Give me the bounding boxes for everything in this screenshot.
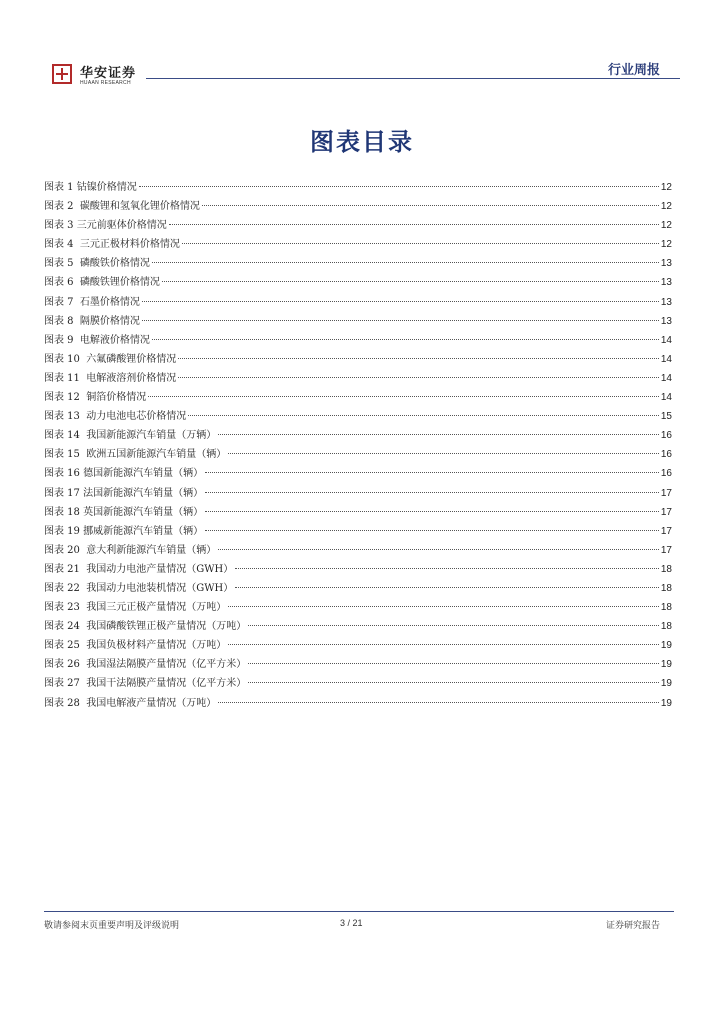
toc-dot-leader	[228, 605, 659, 607]
toc-entry-label[interactable]: 图表 19 挪威新能源汽车销量（辆）	[44, 525, 204, 537]
toc-entry-page[interactable]: 12	[660, 239, 672, 251]
toc-entry-label[interactable]: 图表 3 三元前驱体价格情况	[44, 220, 167, 232]
toc-entry-label[interactable]: 图表 20 意大利新能源汽车销量（辆）	[44, 544, 217, 556]
toc-entry-page[interactable]: 14	[660, 334, 672, 346]
toc-entry[interactable]	[44, 178, 672, 197]
toc-dot-leader	[218, 433, 659, 435]
toc-entry-label[interactable]: 图表 26 我国湿法隔膜产量情况（亿平方米）	[44, 659, 247, 671]
toc-entry-page[interactable]: 19	[660, 640, 672, 652]
toc-dot-leader	[188, 414, 659, 416]
toc-entry-page[interactable]: 16	[660, 449, 672, 461]
document-type: 行业周报	[607, 63, 660, 78]
toc-dot-leader	[205, 471, 659, 473]
toc-entry-label[interactable]: 图表 11 电解液溶剂价格情况	[44, 372, 177, 384]
toc-entry-page[interactable]: 12	[660, 201, 672, 213]
toc-dot-leader	[169, 223, 659, 225]
toc-entry[interactable]	[44, 484, 672, 503]
header-divider	[146, 78, 680, 79]
toc-entry[interactable]	[44, 293, 672, 312]
toc-entry-label[interactable]: 图表 9 电解液价格情况	[44, 334, 150, 346]
toc-entry[interactable]	[44, 369, 672, 388]
toc-entry-page[interactable]: 18	[660, 621, 672, 633]
toc-entry[interactable]	[44, 636, 672, 655]
toc-entry-page[interactable]: 14	[660, 392, 672, 404]
toc-dot-leader	[235, 567, 659, 569]
toc-entry[interactable]	[44, 273, 672, 292]
toc-entry-page[interactable]: 17	[660, 506, 672, 518]
toc-entry-label[interactable]: 图表 5 磷酸铁价格情况	[44, 258, 150, 270]
logo-seal-icon	[52, 64, 72, 84]
toc-entry[interactable]	[44, 655, 672, 674]
toc-entry-label[interactable]: 图表 7 石墨价格情况	[44, 296, 140, 308]
logo-english-name: HUAAN RESEARCH	[80, 80, 131, 86]
toc-entry-page[interactable]: 12	[660, 182, 672, 193]
toc-entry[interactable]	[44, 464, 672, 483]
toc-entry-page[interactable]: 13	[660, 258, 672, 270]
toc-dot-leader	[142, 319, 659, 321]
toc-dot-leader	[152, 261, 659, 263]
toc-dot-leader	[182, 242, 659, 244]
toc-dot-leader	[248, 624, 659, 626]
table-of-figures	[44, 178, 672, 713]
logo-name: 华安证券	[80, 66, 137, 81]
toc-entry[interactable]	[44, 579, 672, 598]
toc-entry[interactable]	[44, 541, 672, 560]
toc-entry-page[interactable]: 15	[660, 411, 672, 423]
toc-entry[interactable]	[44, 560, 672, 579]
toc-entry-page[interactable]: 14	[660, 353, 672, 365]
toc-entry-page[interactable]: 18	[660, 602, 672, 614]
toc-entry-page[interactable]: 19	[660, 659, 672, 671]
toc-entry[interactable]	[44, 312, 672, 331]
toc-entry-label[interactable]: 图表 4 三元正极材料价格情况	[44, 239, 180, 251]
toc-entry-label[interactable]: 图表 17 法国新能源汽车销量（辆）	[44, 487, 204, 499]
page-number: 3 / 21	[340, 918, 363, 928]
toc-entry-label[interactable]: 图表 14 我国新能源汽车销量（万辆）	[44, 430, 217, 442]
toc-entry-label[interactable]: 图表 21 我国动力电池产量情况（GWH）	[44, 563, 234, 575]
toc-entry[interactable]	[44, 694, 672, 713]
toc-dot-leader	[139, 185, 659, 187]
toc-entry-label[interactable]: 图表 12 铜箔价格情况	[44, 392, 147, 404]
toc-dot-leader	[205, 529, 659, 531]
toc-entry-label[interactable]: 图表 23 我国三元正极产量情况（万吨）	[44, 602, 227, 614]
toc-entry-page[interactable]: 16	[660, 468, 672, 480]
toc-entry-label[interactable]: 图表 2 碳酸锂和氢氧化锂价格情况	[44, 201, 200, 213]
toc-dot-leader	[218, 548, 659, 550]
toc-entry[interactable]	[44, 617, 672, 636]
toc-dot-leader	[235, 586, 659, 588]
toc-dot-leader	[178, 376, 659, 378]
toc-dot-leader	[142, 300, 659, 302]
page-title: 图表目录	[310, 128, 414, 156]
toc-dot-leader	[218, 701, 659, 703]
report-type: 证券研究报告	[605, 921, 660, 931]
toc-entry[interactable]	[44, 522, 672, 541]
toc-dot-leader	[228, 452, 659, 454]
toc-dot-leader	[162, 280, 659, 282]
toc-entry-label[interactable]: 图表 10 六氟磷酸锂价格情况	[44, 353, 177, 365]
toc-entry-label[interactable]: 图表 6 磷酸铁锂价格情况	[44, 277, 160, 289]
toc-entry[interactable]	[44, 216, 672, 235]
toc-entry-label[interactable]: 图表 25 我国负极材料产量情况（万吨）	[44, 640, 227, 652]
toc-dot-leader	[205, 510, 659, 512]
toc-entry-label[interactable]: 图表 15 欧洲五国新能源汽车销量（辆）	[44, 449, 227, 461]
toc-entry[interactable]	[44, 407, 672, 426]
toc-entry-page[interactable]: 17	[660, 487, 672, 499]
toc-entry[interactable]	[44, 388, 672, 407]
toc-entry-page[interactable]: 16	[660, 430, 672, 442]
toc-entry-page[interactable]: 13	[660, 315, 672, 327]
toc-entry-page[interactable]: 18	[660, 582, 672, 594]
toc-entry[interactable]	[44, 235, 672, 254]
toc-entry-page[interactable]: 17	[660, 525, 672, 537]
toc-entry-page[interactable]: 17	[660, 544, 672, 556]
toc-dot-leader	[152, 338, 659, 340]
toc-dot-leader	[248, 662, 659, 664]
toc-dot-leader	[148, 395, 659, 397]
toc-entry-label[interactable]: 图表 16 德国新能源汽车销量（辆）	[44, 468, 204, 480]
toc-entry[interactable]	[44, 674, 672, 693]
toc-entry[interactable]	[44, 254, 672, 273]
toc-entry-label[interactable]: 图表 22 我国动力电池装机情况（GWH）	[44, 582, 234, 594]
toc-entry-page[interactable]: 19	[660, 697, 672, 709]
company-logo	[52, 60, 172, 92]
toc-dot-leader	[228, 643, 659, 645]
toc-entry-label[interactable]: 图表 1 钴镍价格情况	[44, 182, 137, 193]
page-footer	[44, 911, 674, 933]
toc-entry-label[interactable]: 图表 24 我国磷酸铁锂正极产量情况（万吨）	[44, 621, 247, 633]
toc-entry-label[interactable]: 图表 27 我国干法隔膜产量情况（亿平方米）	[44, 678, 247, 690]
page-header	[44, 58, 680, 92]
toc-entry-label[interactable]: 图表 28 我国电解液产量情况（万吨）	[44, 697, 217, 709]
toc-dot-leader	[202, 204, 659, 206]
toc-entry[interactable]	[44, 503, 672, 522]
toc-entry-label[interactable]: 图表 18 英国新能源汽车销量（辆）	[44, 506, 204, 518]
toc-entry-label[interactable]: 图表 8 隔膜价格情况	[44, 315, 140, 327]
toc-dot-leader	[248, 681, 659, 683]
toc-entry-page[interactable]: 14	[660, 372, 672, 384]
toc-entry-page[interactable]: 12	[660, 220, 672, 232]
toc-dot-leader	[205, 491, 659, 493]
toc-entry[interactable]	[44, 350, 672, 369]
footer-disclaimer: 敬请参阅末页重要声明及评级说明	[44, 921, 180, 931]
toc-entry-page[interactable]: 13	[660, 277, 672, 289]
toc-entry-label[interactable]: 图表 13 动力电池电芯价格情况	[44, 411, 187, 423]
toc-entry-page[interactable]: 19	[660, 678, 672, 690]
toc-entry[interactable]	[44, 598, 672, 617]
toc-entry-page[interactable]: 18	[660, 563, 672, 575]
toc-entry[interactable]	[44, 197, 672, 216]
toc-entry[interactable]	[44, 426, 672, 445]
footer-divider	[44, 911, 674, 912]
toc-entry[interactable]	[44, 445, 672, 464]
toc-dot-leader	[178, 357, 659, 359]
toc-entry[interactable]	[44, 331, 672, 350]
toc-entry-page[interactable]: 13	[660, 296, 672, 308]
